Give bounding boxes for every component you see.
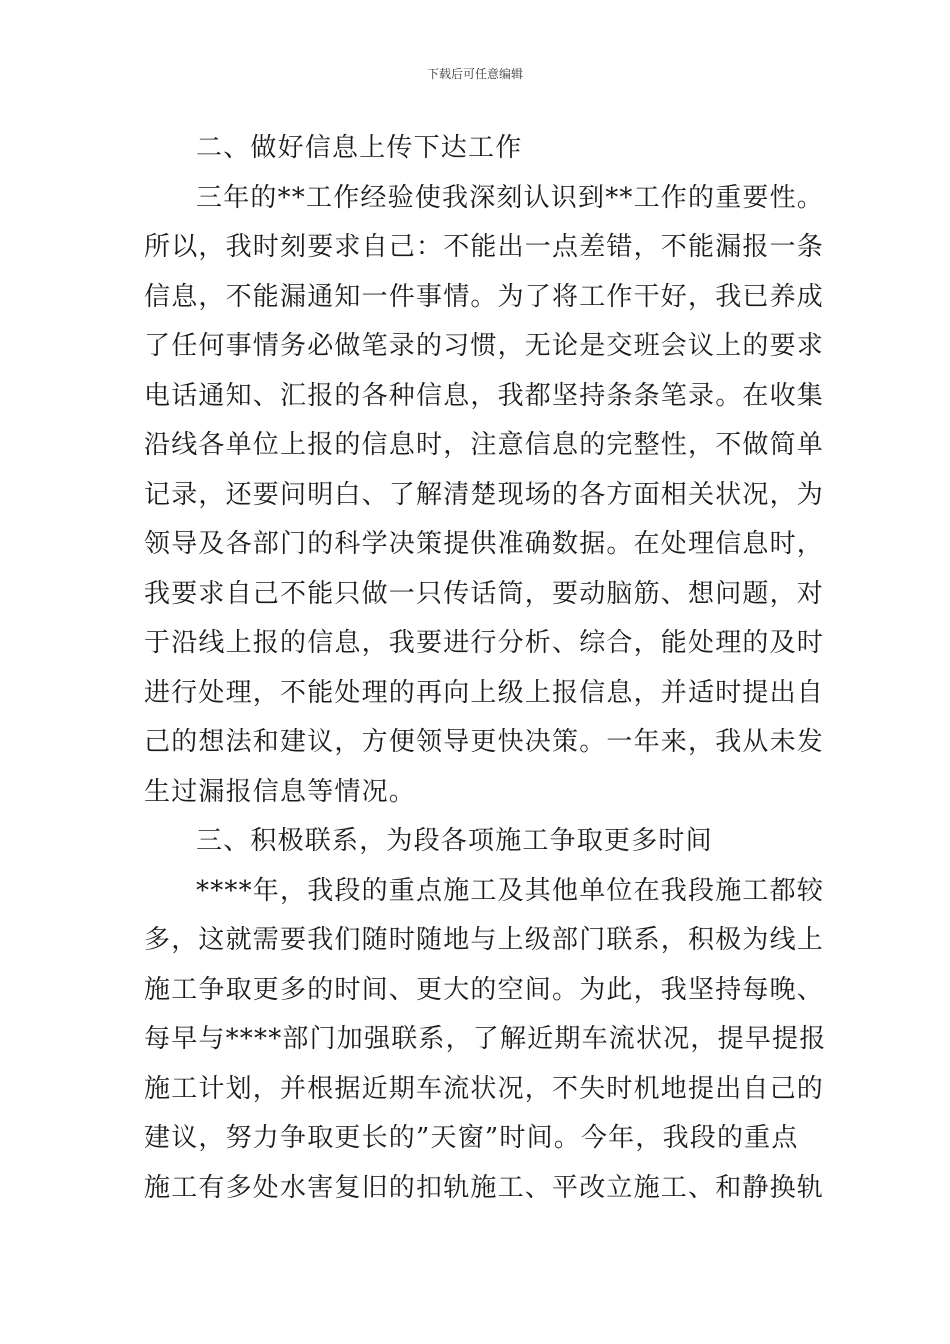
paragraph-line: 了任何事情务必做笔录的习惯，无论是交班会议上的要求	[144, 331, 825, 361]
paragraph-line: 多，这就需要我们随时随地与上级部门联系，积极为线上	[144, 925, 825, 955]
paragraph-line: 记录，还要问明白、了解清楚现场的各方面相关状况，为	[144, 479, 825, 510]
paragraph-line: 领导及各部门的科学决策提供准确数据。在处理信息时，	[144, 529, 825, 559]
paragraph-line: 每早与****部门加强联系，了解近期车流状况，提早提报	[144, 1024, 827, 1054]
paragraph-line: 生过漏报信息等情况。	[144, 776, 417, 807]
page-header-note: 下载后可任意编辑	[426, 67, 523, 81]
paragraph-line: 进行处理，不能处理的再向上级上报信息，并适时提出自	[144, 677, 825, 708]
paragraph-line: 所以，我时刻要求自己：不能出一点差错，不能漏报一条	[144, 232, 825, 262]
paragraph-line: 施工争取更多的时间、更大的空间。为此，我坚持每晚、	[144, 974, 825, 1005]
paragraph-line: 施工计划，并根据近期车流状况，不失时机地提出自己的	[144, 1073, 825, 1104]
paragraph-line: 己的想法和建议，方便领导更快决策。一年来，我从未发	[144, 727, 825, 757]
document-body	[144, 124, 827, 1213]
paragraph-line: 于沿线上报的信息，我要进行分析、综合，能处理的及时	[144, 628, 825, 658]
section-heading-3: 三、积极联系，为段各项施工争取更多时间	[196, 826, 713, 856]
paragraph-line: 我要求自己不能只做一只传话筒，要动脑筋、想问题，对	[144, 578, 825, 609]
paragraph-line: 施工有多处水害复旧的扣轨施工、平改立施工、和静换轨	[144, 1172, 825, 1203]
paragraph-line: 信息，不能漏通知一件事情。为了将工作干好，我已养成	[144, 281, 825, 312]
paragraph-line: ****年，我段的重点施工及其他单位在我段施工都较	[196, 875, 825, 906]
paragraph-line: 三年的**工作经验使我深刻认识到**工作的重要性。	[196, 182, 825, 213]
paragraph-line: 沿线各单位上报的信息时，注意信息的完整性，不做简单	[144, 430, 825, 460]
section-heading-2: 二、做好信息上传下达工作	[196, 133, 523, 163]
paragraph-line: 电话通知、汇报的各种信息，我都坚持条条笔录。在收集	[144, 380, 825, 411]
paragraph-line: 建议，努力争取更长的”天窗”时间。今年，我段的重点	[144, 1123, 799, 1153]
